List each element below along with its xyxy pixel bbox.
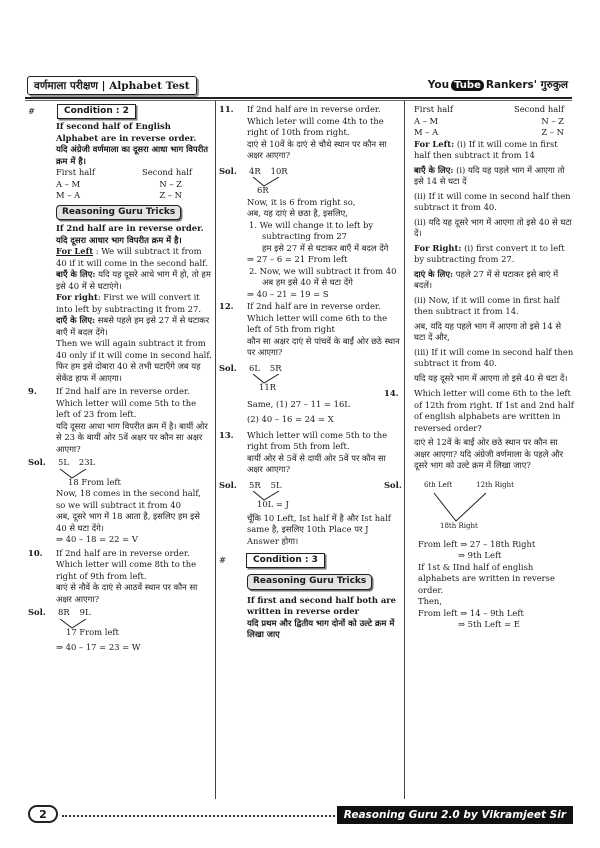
question-hindi: बाएं से नौवें के दाएं से आठवें स्थान पर कौन सा अक्षर आएगा? [56,582,198,604]
sol-result: 6R [257,185,269,195]
for-right-rule [56,292,212,315]
question-number: 14. [384,388,399,398]
intro-hindi: यदि अंग्रेजी वर्णमाला का दूसरा आधा भाग विपरीत क्रम में है। [56,144,209,166]
for-left-text: : We will subtract it from 40 if it will come in the second half. [56,246,208,268]
step-2: 2. Now, we will subtract it from 40 [249,265,397,276]
sol-result: 18 From left [68,476,121,487]
cell: M – A [56,190,81,200]
for-right-hindi-label: दाएँ के लिए: [56,315,96,325]
sol-hindi: अब, यह दाएं से छठा है, इसलिए, [247,208,348,218]
sol-text: Now, 18 comes in the second half, so we will subtract it from 40 [56,488,201,510]
step-1-hindi: हम इसे 27 में से घटाकर बाएँ में बदल देंगे [262,242,389,253]
tricks-badge: Reasoning Guru Tricks [56,205,181,221]
step-1-result: ⇒ 27 – 6 = 21 From left [247,254,348,264]
step-2-result: ⇒ 40 – 21 = 19 = S [247,288,329,299]
sol-result: 17 From left [66,626,119,637]
for-left-hindi-text: यदि यह दूसरे आधे भाग में हो, तो हम इसे 40 में से घटाएंगे। [56,269,211,291]
solution-11 [219,166,401,301]
hash-marker: # [219,554,227,565]
second-half-label: Second half [141,167,192,177]
for-left-hindi [414,165,574,188]
brand-name: Rankers' गुरुकुल [485,79,568,91]
question-9 [28,386,212,455]
sol-text: चूँकि 10 Left, Ist half में है और Ist half same है, इसलिए 10th Place पर J Answer होगा। [247,512,391,546]
page-number: 2 [28,805,58,823]
sol-result: 18th Right [440,522,478,530]
solution-9 [28,457,212,546]
question-text: Which letter will come 5th to the right from 5th from left. [247,429,388,451]
sol-term: 23L [78,457,96,467]
tricks-rule: If 2nd half are in reverse order. [56,223,204,233]
sol-answer: (2) 40 – 16 = 24 = X [247,414,334,424]
solution-10 [28,607,212,654]
header-rule [25,97,572,99]
for-right-rule-3: (iii) If it will come in second half then subtract it from 40. [414,346,574,368]
for-left-hindi-text: (i) यदि यह पहले भाग में आएगा तो इसे 14 से घटा दें [414,164,565,186]
tricks-rule-hindi: यदि दूसरा आधार भाग विपरीत क्रम में है। [56,234,182,245]
for-right-hindi [56,315,212,338]
section-title [27,76,197,95]
question-12 [219,301,401,359]
sol-text: If 1st & IInd half of english alphabets are written in reverse order. [418,561,555,595]
sol-result: 10L = J [257,499,289,509]
sol-term: 5L [58,457,69,467]
question-hindi: दाएं से 12वें के बाईं ओर छठे स्थान पर कौन सा अक्षर आएगा? यदि अंग्रेजी वर्णमाला के पहले और दूसरे भाग को उल्टे क्रम में लिखा जाए? [414,437,564,470]
sol-answer: ⇒ 40 – 18 = 22 = V [56,534,138,544]
sol-label: Sol. [219,362,237,373]
then-rule: Then we will again subtract it from 40 only if it will come in second half. [56,338,212,360]
solution-14 [384,480,574,631]
question-text: If 2nd half are in reverse order. Which letter will come 8th to the right of 9th from left. [56,547,197,581]
question-hindi: बायीं ओर से 5वें से दायीं ओर 5वें पर कौन सा अक्षर आएगा? [247,452,386,474]
for-left-rule [414,139,574,162]
solution-12 [219,363,401,426]
for-right-label: For right [56,292,98,302]
step-2-hindi: अब हम इसे 40 में से घटा देंगे [262,277,353,287]
for-left-hindi-label: बाएँ के लिए: [56,269,96,279]
for-left-hindi-label: बाएँ के लिए: [414,164,454,175]
cell: N – Z [159,178,182,189]
for-left-hindi [56,269,212,292]
question-14 [384,388,574,472]
for-right-rule-3-hindi: यदि यह दूसरे भाग में आएगा तो इसे 40 से घटा दें। [414,372,568,383]
header-rule-thin [25,100,572,101]
footer-brand: Reasoning Guru 2.0 by Vikramjeet Sir [337,806,573,824]
cell: A – M [56,178,81,189]
sol-line: Same, (1) 27 – 11 = 16L [247,398,350,409]
question-number: 9. [28,386,37,396]
sol-term: 10R [270,165,288,176]
second-half-label: Second half [513,104,564,114]
sol-result: 11R [259,382,276,392]
table-row [56,179,212,191]
first-half-label: First half [414,104,453,114]
question-number: 11. [219,104,234,114]
sol-term: 8R [58,607,70,617]
question-text: If 2nd half are in reverse order. Which leter will come 4th to the right of 10th from right. [247,104,384,137]
question-number: 10. [28,547,43,558]
sol-answer: ⇒ 40 – 17 = 23 = W [56,642,141,652]
tricks-badge: Reasoning Guru Tricks [247,574,372,590]
sol-label: Sol. [28,607,46,617]
sol-answer: ⇒ 5th Left = E [458,619,520,629]
table-header [414,104,574,116]
table-row [56,190,212,202]
solution-13 [219,480,401,548]
for-right-hindi-label: दाएं के लिए: [414,268,454,279]
question-text: If 2nd half are in reverse order. Which letter will come 6th to the left of 5th from right [247,301,388,334]
step-1: 1. We will change it to left by subtracting from 27 [249,219,374,241]
table [408,104,574,139]
cell: A – M [414,115,439,126]
question-11 [219,104,401,162]
sol-term: 5R [269,362,282,373]
question-text: Which letter will come 6th to the left of 12th from right. If 1st and 2nd half of english alphabets are written in reversed order? [414,388,574,433]
for-right-text: (i) first convert it to left by subtracting from 27. [414,242,565,264]
for-right-hindi-text: सबसे पहले हम इसे 27 में से घटाकर बाएँ में बदल देंगे। [56,315,210,337]
youtube-icon: Tube [451,80,484,91]
for-left-label: For Left: [414,138,455,149]
cell: M – A [414,127,439,137]
sol-then: Then, [418,596,442,606]
sol-term: 5L [270,479,282,490]
brand-logo [428,78,568,92]
sol-line: From left ⇒ 27 – 18th Right [418,538,536,549]
v-diagram [414,491,524,523]
for-left-rule-2-hindi: (ii) यदि यह दूसरे भाग में आएगा तो इसे 40 से घटा दें। [414,216,572,238]
question-hindi: यदि दूसरा आधा भाग विपरीत क्रम में है। बायीं ओर से 23 के बायीं ओर 5वें अक्षर पर कौन सा अक्षर आएगा? [56,420,208,454]
for-right-label: For Right: [414,242,462,253]
sol-line: From left ⇒ 14 – 9th Left [418,607,524,618]
sol-label: Sol. [219,479,237,490]
question-number: 12. [219,301,234,311]
column-1 [28,104,212,654]
question-10 [28,548,212,606]
for-right-rule-2: (ii) Now, if it will come in first half then subtract it from 14. [414,294,560,316]
for-left-rule [56,246,212,269]
condition-2-box: Condition : 2 [57,104,136,119]
sol-label: Sol. [384,479,402,490]
sol-term: 6th Left [424,480,453,489]
for-left-rule-2: (ii) If it will come in second half then subtract it from 40. [414,190,571,212]
footer-rule [62,815,375,817]
sol-line: ⇒ 9th Left [458,550,502,560]
cell: N – Z [541,115,564,126]
column-divider-1 [215,101,216,799]
question-hindi: दाएं से 10वें के दाएं से चौथे स्थान पर कौन सा अक्षर आएगा? [247,138,387,160]
sol-term: 4R [249,165,261,176]
cell: Z – N [159,190,182,200]
question-13 [219,430,401,476]
condition-3-text: If first and second half both are written in reverse order [247,594,397,616]
for-left-text: (i) If it will come in first half then subtract it from 14 [414,138,558,160]
intro-text: If second half of English Alphabet are in reverse order. [56,121,197,143]
question-hindi: कौन सा अक्षर दाएं से पांचवें के बाईं ओर छठे स्थान पर आएगा? [247,335,400,357]
for-right-hindi-text: पहले 27 में से घटाकर इसे बाएं में बदलें। [414,268,559,290]
sol-term: 6L [249,362,260,373]
table-header [56,167,212,179]
sol-label: Sol. [219,165,237,176]
for-right-hindi [414,269,574,292]
sol-term: 9L [79,607,91,617]
section-title-text: वर्णमाला परीक्षण | Alphabet Test [34,79,190,92]
column-2 [219,104,401,641]
sol-label: Sol. [28,457,46,467]
first-half-label: First half [56,167,95,177]
table-row [414,127,574,139]
for-right-text: : First we will convert it into left by subtracting it from 27. [56,292,202,314]
sol-term: 5R [249,479,261,490]
for-right-rule-2-hindi: अब, यदि यह पहले भाग में आएगा तो इसे 14 से घटा दें और, [414,320,562,342]
sol-hindi: अब, दूसरे भाग में 18 आता है, इसलिए हम इसे 40 से घटा देंगे। [56,511,200,533]
for-left-label: For Left [56,246,94,256]
then-rule-hindi: फिर हम इसे दोबारा 40 से तभी घटाएँगे जब यह सेकेंड हाफ में आएगा। [56,361,201,383]
condition-3-hindi: यदि प्रथम और द्वितीय भाग दोनों को उल्टे क्रम में लिखा जाए [247,617,395,639]
sol-text: Now, it is 6 from right so, [247,196,356,207]
table-row [414,116,574,128]
brand-you: You [427,79,450,91]
condition-3-box: Condition : 3 [246,553,325,568]
hash-marker: # [28,105,36,116]
cell: Z – N [541,127,564,137]
question-number: 13. [219,429,234,440]
for-right-rule [414,243,574,266]
question-text: If 2nd half are in reverse order. Which letter will come 5th to the left of 23 from left. [56,386,197,419]
column-3 [384,104,574,631]
sol-term: 12th Right [476,480,514,489]
